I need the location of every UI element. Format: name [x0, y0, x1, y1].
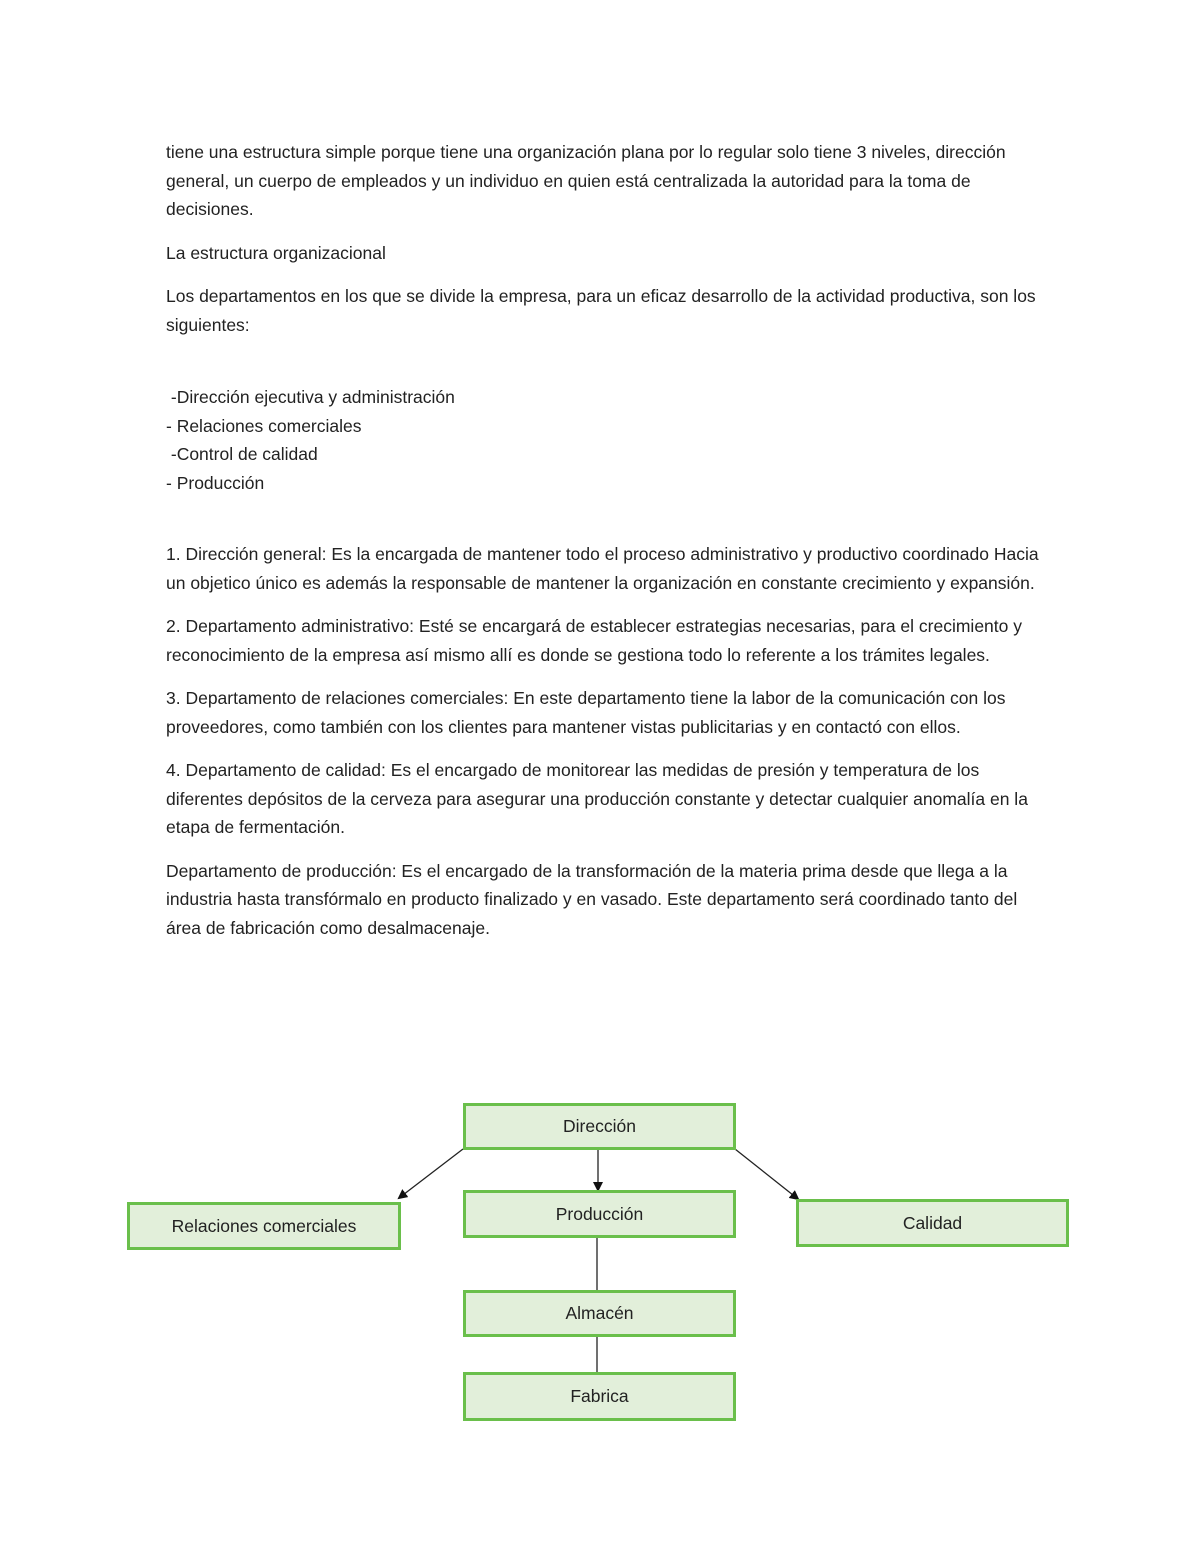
departments-intro-paragraph: Los departamentos en los que se divide la empresa, para un eficaz desarrollo de la actividad productiva, son los siguientes:	[166, 286, 1036, 335]
org-box-relaciones-comerciales	[127, 1202, 401, 1250]
description-calidad: 4. Departamento de calidad: Es el encargado de monitorear las medidas de presión y temperatura de los diferentes depósitos de la cerveza para asegurar una producción constante y detectar cualquier anomalía en la etapa de fermentación.	[166, 760, 1028, 837]
list-item: -Control de calidad	[166, 444, 318, 464]
connector-direccion-calidad	[735, 1149, 798, 1199]
org-box-almacen	[463, 1290, 736, 1337]
org-box-produccion	[463, 1190, 736, 1238]
org-box-label: Calidad	[902, 1212, 963, 1233]
list-item: -Dirección ejecutiva y administración	[166, 387, 455, 407]
connector-direccion-relaciones	[399, 1149, 463, 1198]
org-box-label: Almacén	[565, 1303, 634, 1323]
section-heading: La estructura organizacional	[166, 242, 386, 263]
org-box-label: Relaciones comerciales	[171, 1215, 357, 1236]
org-box-direccion	[463, 1103, 736, 1150]
description-produccion: Departamento de producción: Es el encargado de la transformación de la materia prima desde que llega a la industria hasta transfórmalo en producto finalizado y en vasado. Este departamento será coordinado tanto del área de fabricación como desalmacenaje.	[166, 860, 1018, 938]
description-departamento-administrativo: 2. Departamento administrativo: Esté se encargará de establecer estrategias necesarias, para el crecimiento y reconocimiento de la empresa así mismo allí es donde se gestiona todo lo referente a los trámites legales.	[166, 616, 1022, 665]
org-box-fabrica	[463, 1372, 736, 1421]
org-box-label: Fabrica	[570, 1386, 629, 1406]
list-item: - Relaciones comerciales	[166, 415, 362, 436]
description-direccion-general: 1. Dirección general: Es la encargada de mantener todo el proceso administrativo y productivo coordinado Hacia un objetico único es además la responsable de mantener la organización en constante crecimiento y expansión.	[166, 544, 1039, 593]
org-box-calidad	[796, 1199, 1069, 1247]
list-item: - Producción	[166, 472, 265, 493]
org-box-label: Dirección	[563, 1116, 636, 1136]
description-relaciones-comerciales: 3. Departamento de relaciones comerciales: En este departamento tiene la labor de la comunicación con los proveedores, como también con los clientes para mantener vistas publicitarias y en contactó con ellos.	[166, 688, 1006, 737]
org-box-label: Producción	[555, 1203, 644, 1224]
intro-paragraph: tiene una estructura simple porque tiene una organización plana por lo regular solo tiene 3 niveles, dirección general, un cuerpo de empleados y un individuo en quien está centralizada la autoridad para la toma de decisiones.	[166, 142, 1006, 219]
